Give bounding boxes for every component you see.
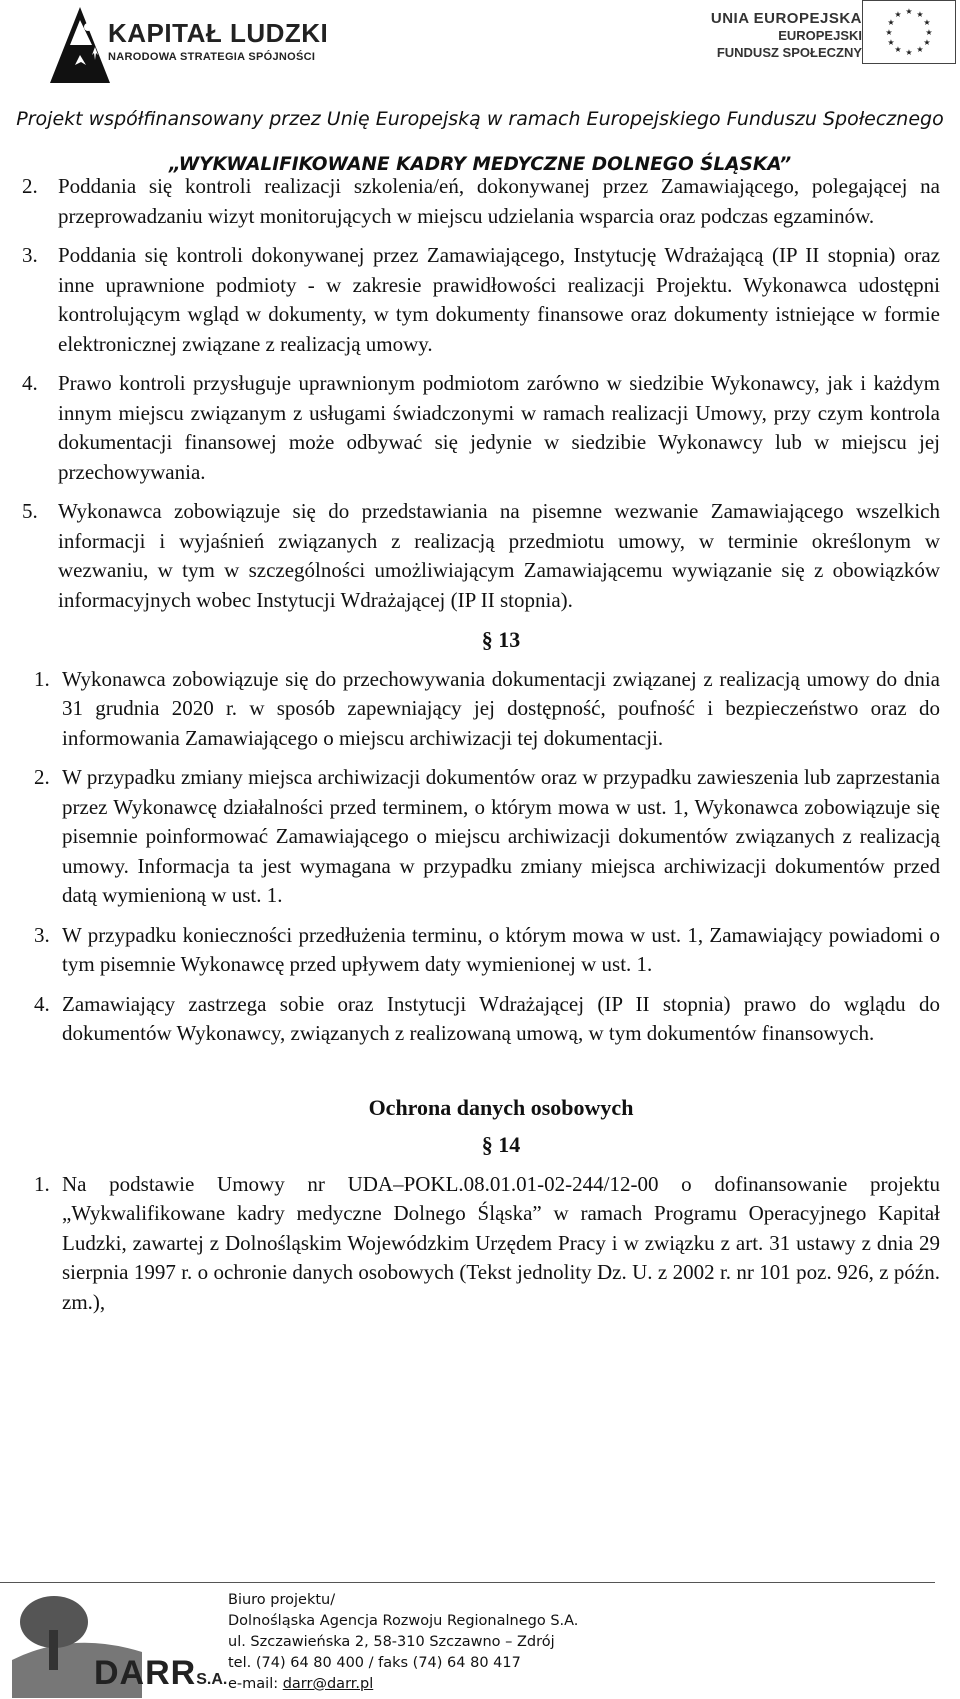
darr-logo-text: DARR (94, 1654, 197, 1692)
section-a (22, 172, 940, 615)
svg-text:★: ★ (916, 45, 924, 54)
section-b (22, 665, 940, 1049)
ue-line1: UNIA EUROPEJSKA (710, 10, 862, 27)
svg-text:★: ★ (905, 48, 913, 57)
svg-text:★: ★ (905, 7, 913, 16)
ue-wordmark (711, 10, 862, 61)
ue-line3: FUNDUSZ SPOŁECZNY (716, 45, 862, 60)
list-item: 2. W przypadku zmiany miejsca archiwizacji dokumentów oraz w przypadku zawieszenia lub zaprzestania przez Wykonawcę działalności przed terminem, o którym mowa w ust. 1, Wykonawca zobowiązuje się pisemnie poinformować Zamawiającego o miejscu archiwizacji dokumentów związanych z realizacją umowy. Informacja ta jest wymagana w przypadku zmiany miejsca archiwizacji dokumentów przed datą wymienioną w ust. 1. (34, 765, 940, 907)
address-line4: tel. (74) 64 80 400 / faks (74) 64 80 417 (228, 1655, 521, 1671)
list-item: 5. Wykonawca zobowiązuje się do przedstawiania na pisemne wezwanie Zamawiającego wszelkich informacji i wyjaśnień związanych z realizacją przedmiotu umowy, w terminie określonym w wezwaniu, w tym w szczególności umożliwiającym Zamawiającemu wywiązanie się z obowiązków informacyjnych wobec Instytucji Wdrażającej (IP II stopnia). (22, 499, 940, 612)
paragraph-14-heading: § 14 (481, 1132, 521, 1157)
footer-address (228, 1590, 578, 1695)
email-link[interactable]: darr@darr.pl (282, 1676, 374, 1692)
section-c (22, 1170, 940, 1318)
svg-text:★: ★ (923, 18, 931, 27)
address-line1: Biuro projektu/ (228, 1592, 336, 1608)
kl-title: KAPITAŁ LUDZKI (108, 18, 329, 48)
svg-text:★: ★ (925, 28, 933, 37)
eu-flag-icon (862, 0, 956, 64)
section-heading: Ochrona danych osobowych (368, 1094, 634, 1120)
list-item: 1. Wykonawca zobowiązuje się do przechowywania dokumentacji związanej z realizacją umowy do dnia 31 grudnia 2020 r. w sposób zapewniający jej dostępność, poufność i bezpieczeństwo oraz do informowania Zamawiającego o miejscu archiwizacji tej dokumentacji. (34, 666, 940, 750)
address-line3: ul. Szczawieńska 2, 58-310 Szczawno – Zdrój (228, 1634, 555, 1650)
funding-tagline: Projekt współfinansowany przez Unię Europejską w ramach Europejskiego Funduszu Społecznego (16, 108, 944, 130)
address-email-line (228, 1674, 578, 1695)
list-item: 4. Zamawiający zastrzega sobie oraz Instytucji Wdrażającej (IP II stopnia) prawo do wglądu do dokumentów Wykonawcy, związanych z realizowaną umową, w tym dokumentów finansowych. (34, 991, 940, 1045)
page-footer (0, 1582, 960, 1699)
list-item: 3. Poddania się kontroli dokonywanej przez Zamawiającego, Instytucję Wdrażającą (IP II stopnia) oraz inne uprawnione podmioty - w zakresie prawidłowości realizacji Projektu. Wykonawca udostępni kontrolującym wgląd w dokumenty, w tym dokumenty finansowe oraz dokumenty istniejące w formie elektronicznej związane z realizacją umowy. (22, 243, 940, 356)
address-line2: Dolnośląska Agencja Rozwoju Regionalnego S.A. (228, 1613, 579, 1629)
svg-text:★: ★ (894, 45, 902, 54)
list-item: 2. Poddania się kontroli realizacji szkolenia/eń, dokonywanej przez Zamawiającego, polegającej na przeprowadzaniu wizyt monitorujących w miejscu udzielania wsparcia oraz podczas egzaminów. (22, 174, 940, 228)
svg-text:★: ★ (894, 10, 902, 19)
svg-text:★: ★ (887, 38, 895, 47)
svg-text:★: ★ (887, 18, 895, 27)
list-item: 3. W przypadku konieczności przedłużenia terminu, o którym mowa w ust. 1, Zamawiający powiadomi o tym pisemnie Wykonawcę przed upływem daty wymienionej w ust. 1. (34, 922, 940, 976)
kapital-ludzki-wordmark (108, 18, 328, 63)
kl-subtitle: NARODOWA STRATEGIA SPÓJNOŚCI (108, 51, 316, 63)
project-title: „WYKWALIFIKOWANE KADRY MEDYCZNE DOLNEGO ŚLĄSKA” (168, 154, 792, 175)
darr-wordmark (94, 1654, 227, 1693)
footer-divider (0, 1582, 935, 1583)
ue-line2: EUROPEJSKI (778, 28, 862, 43)
svg-text:★: ★ (916, 10, 924, 19)
svg-text:★: ★ (923, 38, 931, 47)
document-body (22, 172, 940, 1327)
svg-text:★: ★ (885, 28, 893, 37)
email-label: e-mail: (228, 1676, 283, 1692)
paragraph-13-heading: § 13 (481, 627, 521, 652)
list-item: 4. Prawo kontroli przysługuje uprawnionym podmiotom zarówno w siedzibie Wykonawcy, jak i każdym innym miejscu związanym z usługami świadczonymi w ramach realizacji Umowy, przy czym kontrola dokumentacji finansowej może odbywać się jedynie w siedzibie Wykonawcy lub w miejscu jej przechowywania. (22, 371, 940, 484)
page-header (0, 0, 960, 130)
list-item: 1. Na podstawie Umowy nr UDA–POKL.08.01.01-02-244/12-00 o dofinansowanie projektu „Wykwalifikowane kadry medyczne Dolnego Śląska” w ramach Programu Operacyjnego Kapitał Ludzki, zawartej z Dolnośląskim Wojewódzkim Urzędem Pracy i w związku z art. 31 ustawy z dnia 29 sierpnia 1997 r. o ochronie danych osobowych (Tekst jednolity Dz. U. z 2002 r. nr 101 poz. 926, z późn. zm.), (34, 1171, 940, 1314)
darr-logo-sa: S.A. (196, 1671, 228, 1688)
